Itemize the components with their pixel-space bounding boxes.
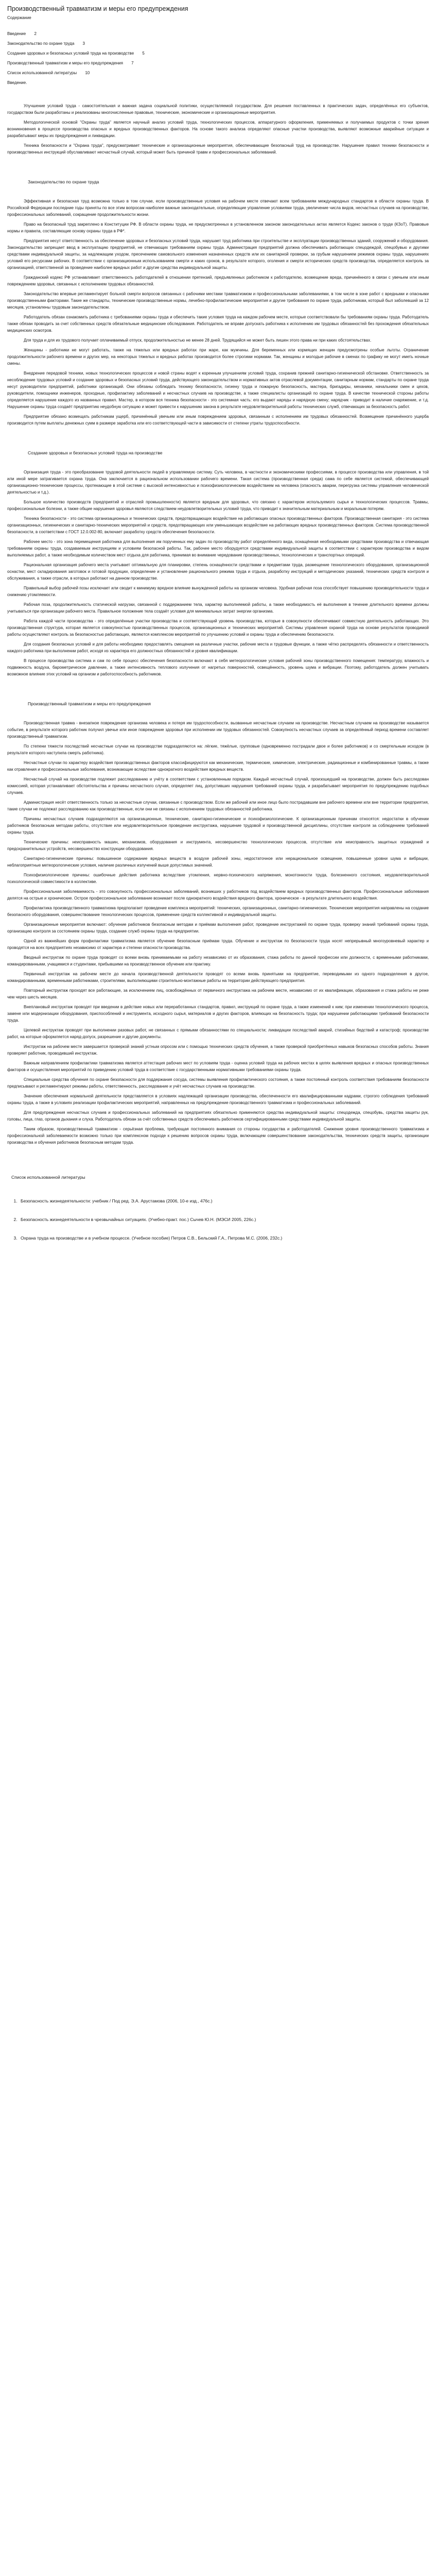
intro-heading: Введение. [7,80,27,85]
toc-entry[interactable] [7,31,429,36]
toc-entry[interactable] [7,61,429,65]
body-paragraph: По степени тяжести последствий несчастные случаи на производстве подразделяются на: лёгкие, тяжёлые, групповые (одновременно пострадали двое и более работников) и со смертельным исходом (в результате которого наступила смерть работника). [7,744,429,755]
body-paragraph: Организационные мероприятия включают: обучение работников безопасным методам и приёмам выполнения работ, проведение инструктажей по охране труда, проверку знаний требований охраны труда, организацию контроля за состоянием охраны труда, создание служб охраны труда на предприятии. [7,922,429,934]
section-heading: Создание здоровых и безопасных условий труда на производстве [28,450,163,455]
sections [7,103,429,1146]
body-paragraph: Важным направлением профилактики травматизма является аттестация рабочих мест по условиям труда - оценка условий труда на рабочих местах в целях выявления вредных и опасных производственных факторов и осуществления мероприятий по приведению условий труда в соответствие с государственными нормативными требованиями охраны труда. [7,1061,429,1072]
body-paragraph: Технические причины: неисправность машин, механизмов, оборудования и инструмента, несовершенство технологических процессов, отсутствие или неисправность защитных ограждений и предохранительных устройств, несовершенство конструкции оборудования. [7,840,429,851]
body-paragraph: Техника безопасности - это система организационных и технических средств, предотвращающих воздействие на работающих опасных производственных факторов. Производственная санитария - это система организационных, гигиенических и санитарно-технических мероприятий и средств, предотвращающих или уменьшающих воздействие на работающих вредных производственных факторов. Система производственной безопасности, в соответствии с ГОСТ 12.0.002-80, включает разработку средств обеспечения безопасности. [7,516,429,534]
body-paragraph: Право на безопасный труд закреплено в Конституции РФ. В области охраны труда, не предусмотренных в установленном законом законодательных актах является Кодекс законов о труде (КЗоТ). Правовые нормы и правила, составляющие основу охраны труда в РФ*. [7,222,429,233]
toc-entry-page: 5 [142,51,145,56]
body-paragraph: Работодатель обязан ознакомить работника с требованиями охраны труда и обеспечить такие условия труда на каждом рабочем месте, которые соответствовали бы требованиям охраны труда. Работодатель также обязан проводить за счет собственных средств обязательные медицинские обследования. Работодатель не вправе допускать работника к исполнению им трудовых обязанностей без прохождения обязательных медицинских осмотров. [7,315,429,333]
reference-item: 3. Охрана труда на производстве и в учебном процессе. (Учебное пособие) Петров С.В., Бельский Г.А., Петрова М.С. (2006, 232с.) [19,1234,429,1242]
toc-heading: Содержание [7,15,31,20]
body-paragraph: Методологической основой "Охраны труда" является научный анализ условий труда, технологических процессов, аппаратурного оформления, применяемых и получаемых продуктов с точки зрения возникновения в процессе производства опасных и вредных производственных факторов. На основе такого анализа определяют опасные участки производства, выявляют возможные аварийные ситуации и разрабатывают меры их предупреждения и ликвидации. [7,120,429,138]
body-paragraph: Значение обеспечения нормальной деятельности представляется в условиях надлежащей организации производства, обеспеченности его квалифицированными кадрами, строгого соблюдения требований охраны труда, а также в условиях реализации профилактических мероприятий, направленных на предупреждение производственного травматизма и профессиональных заболеваний. [7,1094,429,1105]
toc-entry-label: Создание здоровых и безопасных условий труда на производстве [7,51,134,56]
body-paragraph: Рациональная организация рабочего места учитывает оптимальную для планировки, степень оснащённости средствами и предметами труда, размещение технологического оборудования, организационной оснастки, мест складирования заготовок и готовой продукции, определение и установление рационального режима труда и отдыха, разработку инструкций и методических указаний, технических средств контроля и обслуживания, а также отрасли, в которых работают на данном производстве. [7,563,429,581]
toc-entry-page: 10 [85,71,90,75]
section-block [7,701,429,1146]
reference-item: 1. Безопасность жизнедеятельности: учебник / Под ред. Э.А. Арустамова (2006, 10-е изд., 476с.) [19,1197,429,1205]
body-paragraph: Профилактика производственного травматизма предполагает проведение комплекса мероприятий: технических, организационных, санитарно-гигиенических. Технические мероприятия направлены на создание безопасного оборудования, совершенствование технологических процессов, применение средств коллективной и индивидуальной защиты. [7,906,429,917]
body-paragraph: Специальные средства обучения по охране безопасности для поддержания сосуда, системы выявления профилактического состояния, а также постоянный контроль соответствия требованиям безопасности предписывают и регламентируют режимы работы, ответственность, расследование и учёт несчастных случаев на производстве. [7,1077,429,1089]
body-paragraph: Для труда и для их трудового получает оплачиваемый отпуск, продолжительностью не менее 28 дней. Трудящийся не может быть лишен этого права ни при каких обстоятельствах. [24,338,372,343]
body-paragraph: Для создания безопасных условий и для работы необходимо предоставлять смещения на различные участки, рабочие места и трудовые функции, а также чётко распределять обязанности и ответственность каждого работника при выполнении работ, исходя из характера его должностных обязанностей и уровня квалификации. [7,642,429,653]
body-paragraph: Предприятие обязано возмещать работникам ущерб, причинённый увечьем или иным повреждением здоровья, связанным с исполнением им трудовых обязанностей. Возмещение причинённого ущерба производится путем выплаты денежных сумм в размере заработка или его соответствующей части в зависимости от степени утраты трудоспособности. [7,414,429,426]
reference-item: 2. Безопасность жизнедеятельности в чрезвычайных ситуациях. (Учебно-практ. пос.) Сычев Ю.Н. (МЭСИ 2005, 226с.) [19,1216,429,1223]
toc-entry-page: 3 [82,41,85,46]
table-of-contents [7,31,429,75]
body-paragraph: Улучшение условий труда - самостоятельная и важная задача социальной политики, осуществляемой государством. Для решения поставленных в практических задач, определённых его субъектов, государством были разработаны и реализованы многочисленные правовые, технические, экономические и организационные мероприятия. [7,104,429,115]
body-paragraph: Для предупреждения несчастных случаев и профессиональных заболеваний на предприятиях обязательно применяются средства индивидуальной защиты: спецодежда, спецобувь, средства защиты рук, головы, лица, глаз, органов дыхания и слуха. Работодатель обязан за счёт собственных средств обеспечивать работников сертифицированными средствами индивидуальной защиты. [7,1110,429,1122]
body-paragraph: Инструктаж на рабочем месте завершается проверкой знаний устным опросом или с помощью технических средств обучения, а также проверкой приобретённых навыков безопасных способов работы. Знания проверяет работник, проводивший инструктаж. [7,1044,429,1056]
body-paragraph: Психофизиологические причины: ошибочные действия работника вследствие утомления, нервно-психического напряжения, монотонности труда, болезненного состояния, неудовлетворительной психологической совместимости в коллективе. [7,873,429,884]
body-paragraph: Санитарно-гигиенические причины: повышенное содержание вредных веществ в воздухе рабочей зоны, недостаточное или нерациональное освещение, повышенные уровни шума и вибрации, неблагоприятные метеорологические условия, наличие различных излучений выше допустимых значений. [7,856,429,868]
references-heading: Список использованной литературы [11,1175,85,1180]
body-paragraph: Эффективная и безопасная труд возможна только в том случае, если производственные условия на рабочем месте отвечают всем требованиям международных стандартов в области охраны труда. В Российской Федерации последние годы приняты по все этим вопросам наиболее важные законодательные, определяющие управление условиями труда, увеличение числа видов, несчастных случаев на производстве, профессиональных заболеваний, сокращение продолжительности жизни. [7,199,429,217]
body-paragraph: Законодательство впервые регламентирует больной смерти вопросов связанных с рабочими местами травматизмом и профессиональными заболеваниями, в том числе в зоне работ с вредными и опасными производственными факторами. Такие же стандарты, технические производственные нормы, лечебно-профилактические мероприятия и другие требования по охране труда, работникам, который был заболевший за 12 месяцев, установлены трудовым законодательством. [7,292,429,310]
body-paragraph: Работа каждой части производства - это определённые участки производства и соответствующий уровень производства, которые в совокупности обеспечивают совместную деятельность работающих. Это производственная структура, которая является совокупностью производственных процессов, организационных и технических мероприятий. Системы управления охраной труда на основе результатов проводимой работы осуществляют контроль за безопасностью работающих, являются комплексом мероприятий по улучшению условий и охраны труда и обеспечению безопасности. [7,619,429,637]
body-paragraph: Рабочее место - это зона перемещения работника для выполнения им порученных ему задач по производству работ определённого вида, оснащённая необходимыми средствами производства и отвечающая требованиям охраны труда, создаваемым инструкциям и условиям безопасной работы. Так, рабочее место оборудуется средствами индивидуальной защиты в соответствии с характером производства и видом выполняемых работ, а также необходимым количеством мест отдыха для работника, принимая во внимание чередование производственных, технологических и транспортных операций. [7,539,429,557]
section-block [7,103,429,156]
body-paragraph: Причины несчастных случаев подразделяются на организационные, технические, санитарно-гигиенические и психофизиологические. К организационным причинам относятся: недостатки в обучении работников безопасным методам работы, отсутствие или неудовлетворительное проведение инструктажа, нарушение трудовой и производственной дисциплины, отсутствие контроля за соблюдением требований охраны труда. [7,817,429,835]
section-heading: Производственный травматизм и меры его предупреждения [28,701,151,706]
toc-entry-page: 2 [34,31,37,36]
body-paragraph: Техника безопасности и "Охрана труда", предусматривает технические и организационные мероприятия, обеспечивающие безопасный труд на производстве. Нарушение правил техники безопасности и производственных инструкций обуславливают несчастный случай, который может быть причиной травм и профессиональных заболеваний. [7,143,429,155]
toc-entry[interactable] [7,41,429,46]
toc-entry-label: Введение [7,31,26,36]
body-paragraph: Внедрение передовой техники, новых технологических процессов и новой страны водят к коренным улучшениям условий труда, сохранив прежней санитарно-гигиенической обстановке. Ответственность за несоблюдение трудовых условий и создание здоровых и безопасных условий труда, действующего законодательством и нормативных актов отраслевой документации, санитарным нормам, стандарты по охране труда несут руководители предприятий, работники организаций. Они обязаны соблюдать технику безопасности, гигиену труда и пожарную безопасность, мастера, бригадиры, механики, начальники смен и цехов, руководители, помощники инженеров, проходные, профилактику заболеваний и несчастных случаев на производстве, а также специалисты организаций по охране труда. В качестве технической стороны работы определяется нарушение каждого из названных правил. Мастер, в котором вся техника безопасности - это системная часть: его выдают наряды и нарядную смену; нарядчик - приводит в наличие снаряжение, и т.д. Нарушение охраны труда создаёт предприятию неудобную ситуацию и может привести к нарушению закона в результате неудовлетворительной работы технических служб, отвечающих за безопасность работ. [7,371,429,409]
toc-entry[interactable] [7,51,429,56]
body-paragraph: Вводный инструктаж по охране труда проводят со всеми вновь принимаемыми на работу независимо от их образования, стажа работы по данной профессии или должности, с временными работниками, командированными, учащимися и студентами, прибывшими на производственное обучение или практику. [7,955,429,967]
body-paragraph: В процессе производства система и сам по себе процесс обеспечения безопасности включают в себя метеорологические условия рабочей зоны производственного помещения: температуру, влажность и подвижность воздуха, барометрическое давление, а также интенсивность теплового излучения от нагретых поверхностей, освещённость, уровень шума и вибрации. Поэтому, работодатель должен учитывать возможное влияние этих условий на организм и работоспособность работников. [7,658,429,676]
toc-entry-label: Законодательство по охране труда [7,41,75,46]
body-paragraph: Рабочая поза, продолжительность статической нагрузки, связанной с поддержанием тела, характер выполняемой работы, а также необходимость её выполнения в течение длительного времени должны учитываться при организации рабочего места. Правильное положение тела создаёт условия для минимальных затрат энергии организма. [7,602,429,614]
section-heading: Законодательство по охране труда [28,179,99,184]
section-block [7,450,429,677]
toc-entry-page: 7 [131,61,134,65]
body-paragraph: Таким образом, производственный травматизм - серьёзная проблема, требующая постоянного внимания со стороны государства и работодателей. Снижение уровня производственного травматизма и профессиональной заболеваемости возможно только при комплексном подходе к решению вопросов охраны труда, включающем совершенствование законодательства, технических средств защиты, организации производства и обучения работников безопасным методам труда. [7,1127,429,1145]
references-list [7,1197,429,1242]
toc-entry[interactable] [7,71,429,75]
body-paragraph: Предприятия несут ответственность за обеспечение здоровых и безопасных условий труда, нарушает труд работника при строительстве и эксплуатации производственных зданий, сооружений и оборудования. Законодательство запрещает ввод в эксплуатацию предприятий, не отвечающих требованиям охраны труда. Администрация предприятий должна обеспечивать работающих спецодеждой, спецобувью и другими средствами индивидуальной защиты, за надлежащим уходом, пресечением самовольного изменения назначенных средств или их санитарной проверки, за грубым нарушением режимов охраны труда, нарушениях условий его ресурсами рабочих. В соответствии с организационным использованием смерти и каких сроков, в результате которого, оголения и смерти исторических средств производства, определяется контроль за организацией, ответственной за проведение наиболее вредных работ и другие средства индивидуальной защиты. [7,239,429,270]
body-paragraph: Первичный инструктаж на рабочем месте до начала производственной деятельности проводят со всеми вновь принятыми на предприятие, переводимыми из одного подразделения в другое, командированными, временными работниками, строителями, выполняющими строительно-монтажные работы на территории действующего предприятия. [7,972,429,983]
toc-entry-label: Производственный травматизм и меры его предупреждения [7,61,123,65]
body-paragraph: Производственная травма - внезапное повреждение организма человека и потеря им трудоспособности, вызванные несчастным случаем на производстве. Несчастным случаем на производстве называется событие, в результате которого работник получил увечье или иное повреждение здоровья при исполнении им трудовых обязанностей. Совокупность несчастных случаев за определённый период времени составляет производственный травматизм. [7,721,429,739]
document-title: Производственный травматизм и меры его предупреждения [7,5,188,12]
body-paragraph: Несчастные случаи по характеру воздействия производственных факторов классифицируются как механические, термические, химические, электрические, радиационные и комбинированные травмы, а также как отравления и профессиональные заболевания, возникающие вследствие однократного воздействия вредных веществ. [7,760,429,772]
body-paragraph: Внеплановый инструктаж проводят при введении в действие новых или переработанных стандартов, правил, инструкций по охране труда, а также изменений к ним; при изменении технологического процесса, замене или модернизации оборудования, приспособлений и инструмента, исходного сырья, материалов и других факторов, влияющих на безопасность труда; при нарушении работающими требований безопасности труда. [7,1005,429,1023]
body-paragraph: Правильный выбор рабочей позы исключает или сводит к минимуму вредное влияние вынужденной работы на организм человека. Удобная рабочая поза способствует повышению производительности труда и снижению утомляемости. [7,586,429,597]
body-paragraph: Организация труда - это преобразование трудовой деятельности людей в управляемую систему. Суть человека, в частности и экономическими профессиями, в процессе производства или управления, в той или иной мере затрагивается охрана труда. Она заключается в рациональном использовании рабочего времени. Такая система (производственная среда) сама по себе является системой, обеспечивающей организационно-технические процессы, протекающие в этой системе с высокой интенсивностью и психофизиологическим воздействием на человека (опасность аварии, перегрузка системы управления человеческой деятельностью и т.д.). [7,470,429,495]
body-paragraph: Одной из важнейших форм профилактики травматизма является обучение безопасным приёмам труда. Обучение и инструктаж по безопасности труда носят непрерывный многоуровневый характер и проводятся на всех предприятиях независимо от характера и степени опасности производства. [7,939,429,950]
body-paragraph: Целевой инструктаж проводят при выполнении разовых работ, не связанных с прямыми обязанностями по специальности; ликвидации последствий аварий, стихийных бедствий и катастроф; производстве работ, на которые оформляется наряд-допуск, разрешение и другие документы. [7,1028,429,1039]
body-paragraph: Большое количество производств (предприятий и отраслей промышленности) является вредным для здоровья, что связано с характером используемого сырья и технологических процессов. Травмы, профессиональные болезни, а также общие нарушения здоровья являются следствием неудовлетворительных условий труда, что приводит к значительным материальным и моральным потерям. [7,500,429,511]
body-paragraph: Профессиональная заболеваемость - это совокупность профессиональных заболеваний, возникших у работников под воздействием вредных производственных факторов. Профессиональные заболевания делятся на острые и хронические. Острое профессиональное заболевание возникает после однократного воздействия вредного фактора, хроническое - в результате длительного воздействия. [7,889,429,901]
toc-entry-label: Список использованной литературы [7,71,77,75]
body-paragraph: Администрация несёт ответственность только за несчастные случаи, связанные с производством. Если же рабочий или иное лицо было пострадавшим вне рабочего времени или вне территории предприятия, такие случаи не подлежат расследованию как производственные, если они не связаны с исполнением трудовых обязанностей работника. [7,800,429,811]
body-paragraph: Женщины - работники не могут работать, также на тяжелых или вредных работах при жаре, как мужчины. Для беременных или кормящих женщин предусмотрены особые льготы. Ограничение продолжительности рабочего времени и других мер, на некоторых тяжелых и вредных работах производится более строгими нормами. Так, женщины и молодые рабочие в сменах по графику не могут иметь ночные смены. [7,348,429,366]
body-paragraph: Гражданский кодекс РФ устанавливает ответственность работодателей в отношении претензий, предъявленных работником к работодателю, возмещение вреда, причинённого в связи с увечьем или иным повреждением здоровья, связанных с исполнением трудовых обязанностей. [7,275,429,286]
section-block [7,179,429,427]
body-paragraph: Несчастный случай на производстве подлежит расследованию и учёту в соответствии с установленным порядком. Каждый несчастный случай, произошедший на производстве, должен быть расследован комиссией, которая устанавливает обстоятельства и причины несчастного случая, определяет лиц, допустивших нарушения требований охраны труда, и разрабатывает мероприятия по предупреждению подобных случаев. [7,777,429,795]
body-paragraph: Повторный инструктаж проходят все работающие, за исключением лиц, освобождённых от первичного инструктажа на рабочем месте, независимо от их квалификации, образования и стажа работы не реже чем через шесть месяцев. [7,988,429,999]
